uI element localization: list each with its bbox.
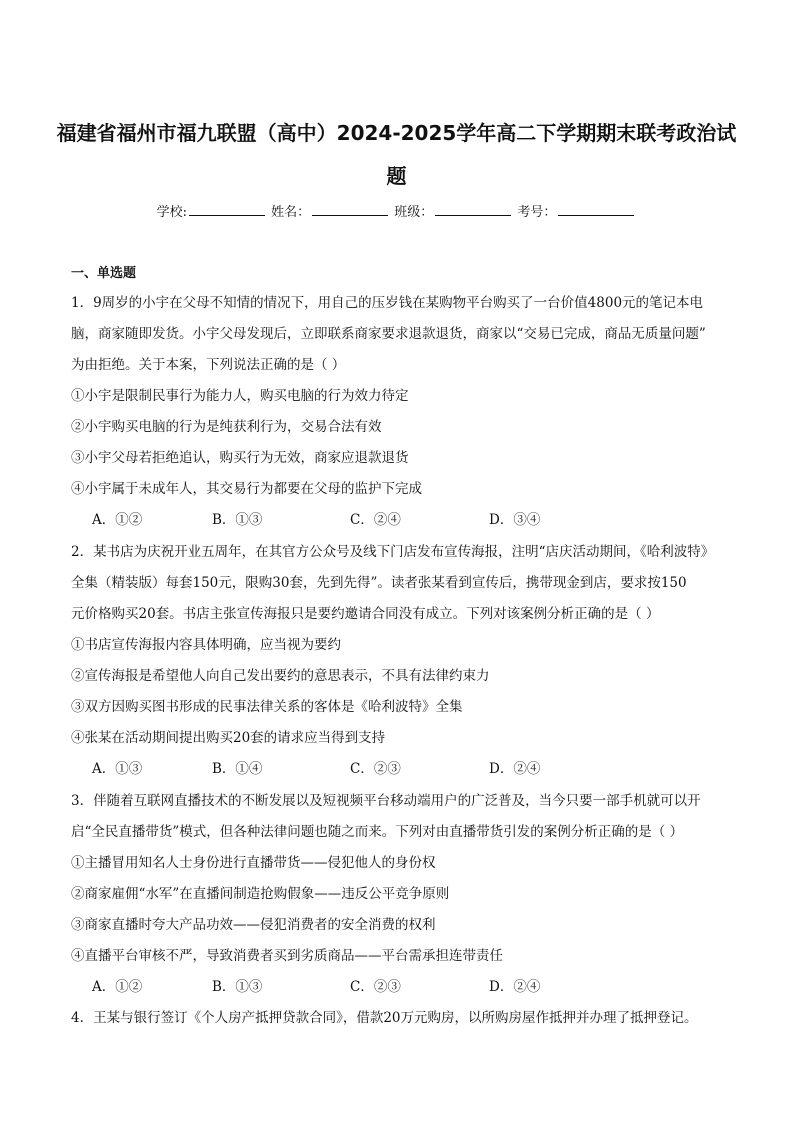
q3-statement: ②商家雇佣“水军”在直播间制造抢购假象——违反公平竞争原则: [71, 886, 450, 902]
exam-number-label: 考号：: [517, 205, 557, 220]
q3-option-a[interactable]: A．①②: [92, 979, 143, 995]
q2-option-b[interactable]: B．①④: [212, 761, 263, 777]
q3-statement: ④直播平台审核不严，导致消费者买到劣质商品——平台需承担连带责任: [71, 948, 503, 964]
q1-stem-line: 脑，商家随即发货。小宇父母发现后，立即联系商家要求退款退货，商家以“交易已完成，商品无质量问题”: [71, 326, 706, 342]
q2-statement: ①书店宣传海报内容具体明确，应当视为要约: [71, 637, 341, 653]
q1-option-d[interactable]: D．③④: [489, 512, 541, 528]
q2-option-d[interactable]: D．②④: [489, 761, 541, 777]
exam-number-blank: [558, 203, 634, 216]
student-info-row: [0, 201, 793, 220]
q2-statement: ④张某在活动期间提出购买20套的请求应当得到支持: [71, 730, 386, 746]
section-heading: 一、单选题: [71, 266, 137, 281]
q1-option-b[interactable]: B．①③: [212, 512, 263, 528]
q1-option-c[interactable]: C．②④: [350, 512, 401, 528]
page-title: 福建省福州市福九联盟（高中）2024-2025学年高二下学期期末联考政治试: [56, 121, 737, 145]
class-label: 班级：: [394, 205, 434, 220]
q3-statement: ①主播冒用知名人士身份进行直播带货——侵犯他人的身份权: [71, 855, 436, 871]
q1-option-a[interactable]: A．①②: [92, 512, 143, 528]
q1-statement: ③小宇父母若拒绝追认，购买行为无效，商家应退款退货: [71, 450, 409, 466]
name-label: 姓名：: [271, 205, 311, 220]
q1-stem-line: 1．9周岁的小宇在父母不知情的情况下，用自己的压岁钱在某购物平台购买了一台价值4800元的笔记本电: [71, 295, 704, 311]
q4-stem-line: 4．王某与银行签订《个人房产抵押贷款合同》，借款20万元购房，以所购房屋作抵押并办理了抵押登记。: [71, 1010, 698, 1026]
q3-stem-line: 启“全民直播带货”模式，但各种法律问题也随之而来。下列对由直播带货引发的案例分析正确的是（ ）: [71, 824, 684, 840]
q3-stem-line: 3．伴随着互联网直播技术的不断发展以及短视频平台移动端用户的广泛普及，当今只要一部手机就可以开: [71, 793, 701, 809]
q2-option-a[interactable]: A．①③: [92, 761, 143, 777]
q3-option-d[interactable]: D．②④: [489, 979, 541, 995]
q2-stem-line: 全集（精装版）每套150元，限购30套，先到先得”。读者张某看到宣传后，携带现金到店，要求按150: [71, 575, 687, 591]
q1-statement: ①小宇是限制民事行为能力人，购买电脑的行为效力待定: [71, 388, 409, 404]
page-title-continued: 题: [386, 164, 407, 188]
school-label: 学校:: [156, 205, 187, 220]
q2-statement: ③双方因购买图书形成的民事法律关系的客体是《哈利波特》全集: [71, 699, 463, 715]
q2-stem-line: 元价格购买20套。书店主张宣传海报只是要约邀请合同没有成立。下列对该案例分析正确的是（ ）: [71, 606, 660, 622]
q3-option-b[interactable]: B．①③: [212, 979, 263, 995]
q3-statement: ③商家直播时夸大产品功效——侵犯消费者的安全消费的权利: [71, 917, 436, 933]
q1-statement: ④小宇属于未成年人，其交易行为都要在父母的监护下完成: [71, 481, 422, 497]
q2-stem-line: 2．某书店为庆祝开业五周年，在其官方公众号及线下门店发布宣传海报，注明“店庆活动期间，《哈利波特》: [71, 544, 715, 560]
q3-option-c[interactable]: C．②③: [350, 979, 401, 995]
q1-stem-line: 为由拒绝。关于本案，下列说法正确的是（ ）: [71, 357, 346, 373]
q2-statement: ②宣传海报是希望他人向自己发出要约的意思表示，不具有法律约束力: [71, 668, 490, 684]
class-blank: [435, 203, 511, 216]
q1-statement: ②小宇购买电脑的行为是纯获利行为，交易合法有效: [71, 419, 382, 435]
school-blank: [189, 203, 265, 216]
name-blank: [312, 203, 388, 216]
q2-option-c[interactable]: C．②③: [350, 761, 401, 777]
